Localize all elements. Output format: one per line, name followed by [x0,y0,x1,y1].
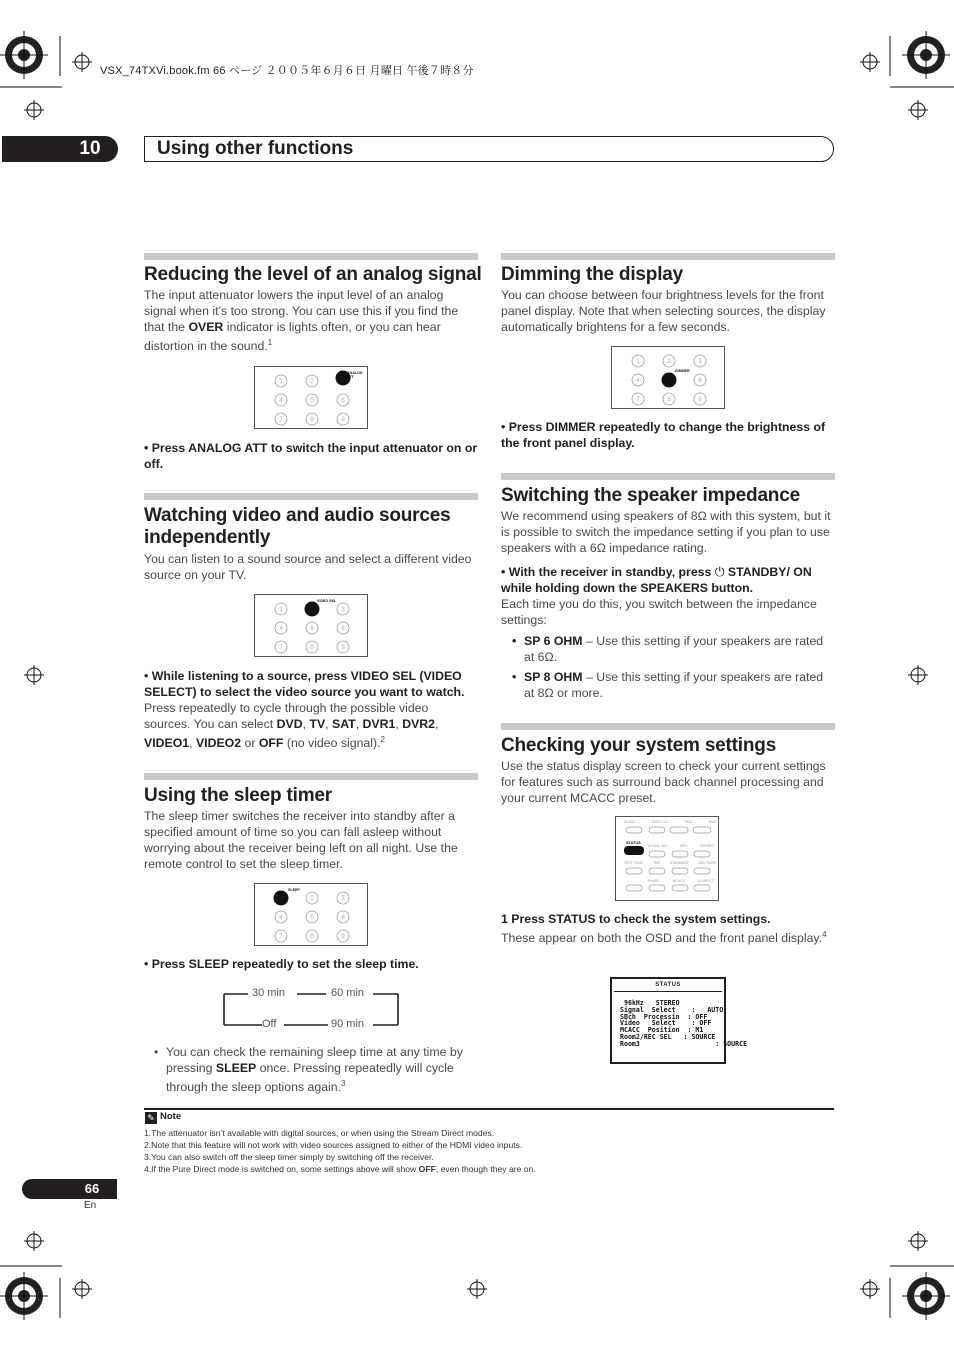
key-label-audio: AUDIO [624,820,635,824]
status-step: 1 Press STATUS to check the system settings. [501,912,771,926]
video-detail: Press repeatedly to cycle through the possible video sources. You can select DVD, TV, SAT, DVR1, DVR2, VIDEO1, VIDEO2 or OFF (no video signal).$^2$ [144,701,439,751]
note-pencil-icon: ✎ [145,1112,157,1124]
status-remote-labels-row1 [624,820,716,824]
key-label-tme: TME [652,861,661,865]
notes-title: Note [160,1111,182,1122]
key-label-dvd: DVD [708,820,716,824]
impedance-step [501,564,835,596]
svg-text:6: 6 [341,915,345,921]
print-file-header: VSX_74TXVi.book.fm 66 ページ ２００５年６月６日 月曜日 午後７時８分 [100,65,474,77]
section-title-analog: Reducing the level of an analog signal [144,264,482,285]
dimmer-step: • Press DIMMER repeatedly to change the brightness of the front panel display. [501,420,826,450]
bullet-dot: • [512,670,517,684]
svg-text:4: 4 [279,915,283,921]
key-label-hdd: HDD [684,820,692,824]
svg-text:9: 9 [341,934,345,940]
impedance-option-8 [512,669,835,701]
corner-mark-top-right [890,31,954,87]
section-divider [501,473,835,480]
status-screen-title: STATUS [655,982,681,988]
svg-text:3: 3 [341,607,345,613]
svg-text:1: 1 [279,379,283,385]
remote-button-panel-graphic [616,817,718,900]
standby-icon: ⏻ [714,565,725,579]
video-option-video2: VIDEO2 [195,736,242,751]
remote-keypad-graphic [255,884,367,945]
footnote-4-post: , even though they are on. [435,1164,536,1174]
svg-text:9: 9 [341,645,345,651]
svg-text:3: 3 [698,359,702,365]
section-divider [144,253,478,260]
status-remote-labels-row5 [648,879,714,883]
status-remote-labels-row3 [648,844,714,848]
svg-text:2: 2 [310,379,314,385]
video-option-dvr2: DVR2 [402,717,435,731]
status-body: Use the status display screen to check your current settings for features such as surround back channel processing and your current MCACC preset. [501,759,826,805]
section-title-impedance: Switching the speaker impedance [501,485,800,506]
footnote-3: 3.You can also switch off the sleep timer simply by switching off the receiver. [144,1152,434,1162]
svg-text:8: 8 [310,934,314,940]
key-label-mcacc: MCACC [672,879,686,883]
page-number: 66 [84,1181,100,1196]
chapter-title: Using other functions [157,138,354,159]
remote-keypad-graphic [612,347,724,408]
sp6-text: – Use this setting if your speakers are rated at 6Ω. [524,634,824,664]
impedance-step-text-2: STANDBY/ ON while holding down the SPEAKERS button. [501,565,812,595]
status-remote-labels-row4 [624,861,716,865]
svg-text:4: 4 [636,378,640,384]
remote-key-label-video-sel: VIDEO SEL [317,599,337,603]
svg-text:2: 2 [667,359,671,365]
dimmer-body: You can choose between four brightness levels for the front panel display. Note that when selecting sources, the display automatically brightens for a few seconds. [501,288,826,334]
key-label-subtitle: SUBTITLE [651,820,668,824]
status-screen [610,977,748,1064]
sleep-tip-pre: You can check the remaining sleep time at any time by pressing [166,1045,463,1075]
video-option-dvr1: DVR1 [362,717,396,731]
key-label-phase: PHASE [648,879,660,883]
remote-key-label-analog-att: ANALOG ATT [347,371,363,379]
sleep-tip-post: once. Pressing repeatedly will cycle through the sleep options again. [166,1061,454,1095]
remote-key-label-sleep: SLEEP [288,888,300,892]
svg-text:8: 8 [310,645,314,651]
sleep-key-name: SLEEP [215,1061,257,1075]
footnote-2: 2.Note that this feature will not work with video sources assigned to either of the HDMI video inputs. [144,1140,523,1150]
footnote-4-pre: 4.If the Pure Direct mode is switched on, some settings above will show [144,1164,419,1174]
svg-text:3: 3 [341,896,345,902]
svg-text:9: 9 [341,417,345,423]
footnote-ref-2: 2 [380,735,385,744]
footnote-4-off: OFF [418,1164,436,1174]
analog-body-text: The input attenuator lowers the input level of an analog signal when it’s too strong. You can use this if you find the that the [144,288,459,334]
sleep-step: • Press SLEEP repeatedly to set the sleep time. [144,957,419,971]
corner-mark-bottom-left [0,1266,62,1320]
video-option-dvd: DVD [276,717,303,731]
section-title-video: Watching video and audio sources independently [144,505,451,548]
svg-text:4: 4 [279,398,283,404]
remote-illustration-status [615,816,719,901]
svg-text:7: 7 [279,934,283,940]
status-line-sbch: SBch Processin : OFF [620,1012,708,1021]
svg-text:5: 5 [310,915,314,921]
sleep-tip-text [166,1044,478,1095]
corner-mark-top-left [0,31,62,87]
sp6-label: SP 6 OHM [524,634,583,648]
key-label-s-direct: S.DIRECT [698,879,714,883]
video-option-off: OFF [258,736,284,751]
analog-body [144,287,478,354]
svg-text:6: 6 [341,398,345,404]
section-title-dimmer: Dimming the display [501,264,684,285]
sleep-option-60: 60 min [331,987,365,999]
svg-text:8: 8 [667,397,671,403]
section-divider [501,253,835,260]
svg-text:9: 9 [698,397,702,403]
remote-illustration-analog [254,366,368,429]
key-label-mpx: MPX [680,844,688,848]
status-line-signal: Signal Select : AUTO [620,1005,724,1014]
page-language: En [84,1200,97,1211]
svg-text:2: 2 [310,896,314,902]
svg-text:6: 6 [341,626,345,632]
key-label-adv-surr: ADV SURR [698,861,716,865]
key-label-stereo: STEREO [700,844,714,848]
video-detail-or: or [241,736,259,751]
video-step: • While listening to a source, press VIDEO SEL (VIDEO SELECT) to select the video source you want to watch. [144,669,465,699]
remote-key-label-status: STATUS [626,841,641,845]
svg-text:1: 1 [636,359,640,365]
corner-mark-bottom-right [890,1266,954,1320]
footnote-1: 1.The attenuator isn’t available with digital sources, or when using the Stream Direct modes. [144,1128,495,1138]
status-line-mcacc: MCACC Position : M1 [620,1026,704,1035]
sleep-tip [154,1044,478,1095]
svg-text:7: 7 [636,397,640,403]
status-line-video: Video Select : OFF [620,1019,712,1028]
section-divider [501,723,835,730]
video-detail-text: Press repeatedly to cycle through the possible video sources. You can select [144,701,429,731]
sleep-cycle-diagram [222,984,402,1030]
footnote-4 [144,1163,844,1175]
remote-illustration-dimmer [611,346,725,409]
video-detail-end: (no video signal). [283,736,381,751]
impedance-option-6 [512,633,835,665]
video-option-video1: VIDEO1 [144,736,190,751]
status-screen-lines [620,1000,747,1048]
status-line-format: 96kHz STEREO [624,999,680,1007]
sleep-body: The sleep timer switches the receiver into standby after a specified amount of time so you can fall asleep without worrying about the receiver being left on all night. Use the remote control to set the sleep timer. [144,809,458,871]
svg-text:5: 5 [310,626,314,632]
bullet-dot: • [512,634,517,648]
bullet-dot: • [154,1045,159,1059]
impedance-body: We recommend using speakers of 8Ω with this system, but it is possible to switch the impedance setting if you plan to use speakers with a 6Ω impedance rating. [501,509,831,555]
video-option-tv: TV [309,717,326,731]
status-line-room2: Room2/REC SEL : SOURCE [620,1032,716,1041]
remote-illustration-sleep [254,883,368,946]
svg-text:7: 7 [279,417,283,423]
section-title-sleep: Using the sleep timer [144,785,332,806]
key-label-test-tone: TEST TONE [624,861,643,865]
remote-keypad-graphic [255,595,367,656]
video-body: You can listen to a sound source and select a different video source on your TV. [144,552,472,582]
chapter-number: 10 [79,138,101,159]
section-divider [144,493,478,500]
remote-key-label-dimmer: DIMMER [675,369,690,373]
sp8-label: SP 8 OHM [524,670,583,684]
sleep-option-90: 90 min [331,1018,365,1030]
over-indicator-text: OVER [188,320,224,334]
sleep-option-off: Off [262,1018,277,1030]
remote-illustration-video [254,594,368,657]
key-label-standard: STANDARD [670,861,689,865]
status-detail-text: These appear on both the OSD and the front panel display. [501,931,823,946]
impedance-step-text: • With the receiver in standby, press [501,565,715,579]
sleep-option-30: 30 min [252,987,286,999]
analog-body-text-2: indicator is lights often, or you can hear distortion in the sound. [144,320,441,354]
footnote-ref-1: 1 [267,338,273,347]
section-divider [144,773,478,780]
svg-text:7: 7 [279,645,283,651]
status-line-room3: Room3 : SOURCE [620,1039,748,1048]
svg-text:1: 1 [279,607,283,613]
svg-text:5: 5 [310,398,314,404]
key-label-signal-sel: SIGNAL SEL [648,844,668,848]
svg-text:4: 4 [279,626,283,632]
footnote-ref-3: 3 [341,1079,346,1088]
svg-text:6: 6 [698,378,702,384]
footnote-ref-4: 4 [822,930,827,939]
notes-divider [144,1108,834,1110]
status-detail [501,927,835,946]
impedance-detail: Each time you do this, you switch between the impedance settings: [501,597,817,627]
section-title-status: Checking your system settings [501,735,777,756]
analog-step: • Press ANALOG ATT to switch the input attenuator on or off. [144,441,478,471]
sp8-text: – Use this setting if your speakers are rated at 8Ω or more. [524,670,824,700]
video-option-sat: SAT [332,717,356,731]
svg-text:8: 8 [310,417,314,423]
